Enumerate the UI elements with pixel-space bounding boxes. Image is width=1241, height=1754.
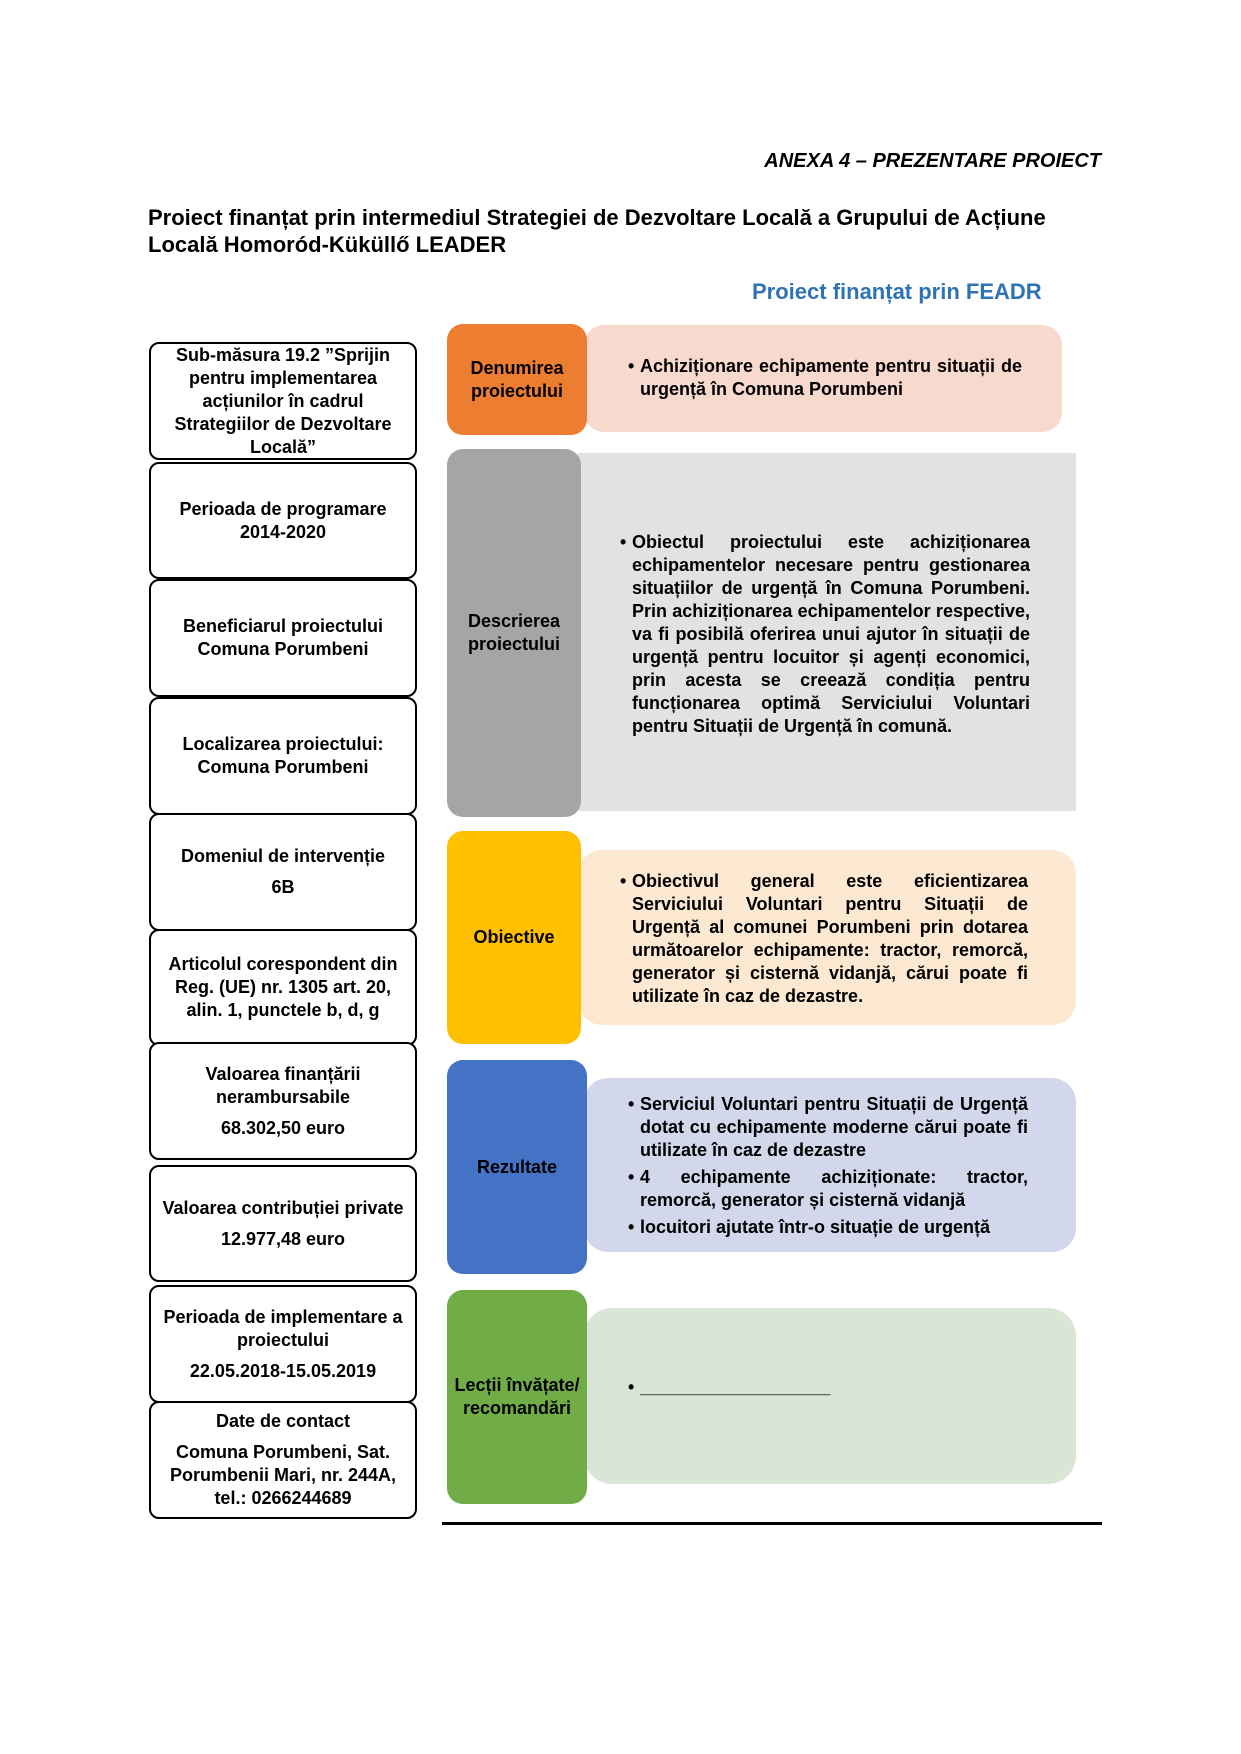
private-contribution-box [149, 1165, 417, 1282]
private-contribution-label: Valoarea contribuției private [162, 1197, 404, 1218]
contact-box [149, 1401, 417, 1519]
location-box [149, 697, 417, 815]
beneficiary-text: Beneficiarul proiectului Comuna Porumbeni [182, 616, 384, 659]
results-label: Rezultate [476, 1156, 557, 1177]
article-box [149, 929, 417, 1046]
contact-details: Comuna Porumbeni, Sat. Porumbenii Mari, nr. 244A, tel.: 0266244689 [169, 1442, 397, 1508]
contact-label: Date de contact [215, 1411, 351, 1431]
results-item: • 4 echipamente achiziționate: tractor, remorcă, generator și cisternă vidanjă [628, 1166, 1028, 1212]
results-item: • Serviciul Voluntari pentru Situații de Urgență dotat cu echipamente moderne cărui poate fi utilizate în caz de dezastre [628, 1093, 1028, 1162]
project-description-tab [447, 449, 581, 817]
results-item: • locuitori ajutate într-o situație de urgență [628, 1216, 1028, 1239]
implementation-period-box [149, 1285, 417, 1403]
results-tab [447, 1060, 587, 1274]
project-description-label: Descrierea proiectului [467, 611, 561, 654]
lessons-panel [584, 1308, 1076, 1484]
objectives-text: • Obiectivul general este eficientizarea Serviciului Voluntari pentru Situații de Urgență al comunei Porumbeni prin dotarea următoarelor echipamente: tractor, remorcă, generator și cisternă vidanjă, cărui poate fi utilizate în caz de dezastre. [620, 870, 1028, 1008]
submeasure-text: Sub-măsura 19.2 ”Sprijin pentru implementarea acțiunilor în cadrul Strategiilor de Dezvoltare Locală” [174, 344, 392, 457]
beneficiary-box [149, 579, 417, 697]
grant-value-amount: 68.302,50 euro [220, 1117, 346, 1138]
submeasure-box [149, 342, 417, 460]
results-panel [584, 1078, 1076, 1252]
project-name-label: Denumirea proiectului [470, 357, 564, 401]
project-name-text: • Achiziționare echipamente pentru situații de urgență în Comuna Porumbeni [628, 355, 1022, 401]
objectives-panel [578, 850, 1076, 1025]
objectives-tab [447, 831, 581, 1044]
project-description-text: • Obiectul proiectului este achiziționarea echipamentelor necesare pentru gestionarea situațiilor de urgență în Comuna Porumbeni. Prin achiziționarea echipamentelor respective, va fi posibilă oferirea unui ajutor în situații de urgență pentru locuitor și agenți economici, prin acesta se creează condiția pentru funcționarea optimă Serviciului Voluntari pentru Situații de Urgență în comună. [620, 531, 1030, 738]
location-text: Localizarea proiectului: Comuna Porumbeni [182, 734, 384, 777]
implementation-period-value: 22.05.2018-15.05.2019 [189, 1360, 377, 1381]
intervention-domain-box [149, 813, 417, 931]
lessons-label: Lecții învățate/ recomandări [454, 1375, 580, 1418]
programming-period-box [149, 462, 417, 579]
annex-label: ANEXA 4 – PREZENTARE PROIECT [764, 150, 1101, 172]
implementation-period-label: Perioada de implementare a proiectului [163, 1306, 403, 1350]
programming-period-text: Perioada de programare 2014-2020 [179, 498, 387, 542]
grant-value-label: Valoarea finanțării nerambursabile [205, 1063, 361, 1107]
project-name-panel [584, 325, 1062, 432]
page-title: Proiect finanțat prin intermediul Strategiei de Dezvoltare Locală a Grupului de Acțiune Locală Homoród-Küküllő LEADER [148, 205, 1046, 257]
bottom-divider [442, 1522, 1102, 1525]
project-description-panel [578, 453, 1076, 811]
grant-value-box [149, 1042, 417, 1160]
objectives-label: Obiective [473, 927, 555, 947]
lessons-tab [447, 1290, 587, 1504]
intervention-domain-value: 6B [271, 877, 295, 897]
lessons-text: • ___________________ [628, 1376, 1036, 1399]
project-name-tab [447, 324, 587, 435]
article-text: Articolul corespondent din Reg. (UE) nr. 1305 art. 20, alin. 1, punctele b, d, g [168, 954, 398, 1020]
funding-subtitle: Proiect finanțat prin FEADR [752, 279, 1042, 304]
private-contribution-amount: 12.977,48 euro [220, 1228, 346, 1249]
intervention-domain-label: Domeniul de intervenție [180, 846, 386, 866]
